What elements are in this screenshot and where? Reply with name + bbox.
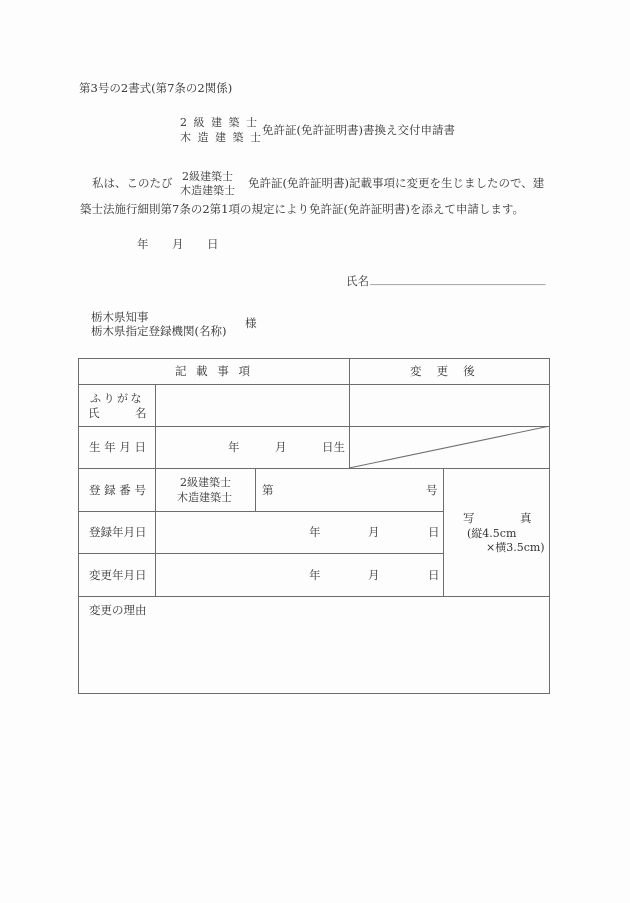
birth-month: 月 bbox=[275, 440, 287, 454]
furigana-label: ふりがな bbox=[90, 392, 144, 405]
photo-size-2: ×横3.5cm) bbox=[486, 541, 545, 554]
header-items: 記 載 事 項 bbox=[175, 364, 253, 378]
date-month: 月 bbox=[172, 237, 184, 251]
photo-label-1: 写 bbox=[463, 511, 475, 525]
change-date-year: 年 bbox=[309, 568, 321, 582]
body-line1: 免許証(免許証明書)記載事項に変更を生じましたので、建 bbox=[248, 176, 545, 190]
date-day: 日 bbox=[207, 237, 219, 251]
body-qual-line2: 木造建築士 bbox=[180, 184, 235, 197]
reg-no-suffix: 号 bbox=[426, 483, 438, 497]
title-qual-line1: 2 級 建 築 士 bbox=[180, 116, 259, 129]
change-date-month: 月 bbox=[368, 568, 380, 582]
reg-qual-2: 木造建築士 bbox=[177, 491, 232, 504]
reg-qual-1: 2級建築士 bbox=[180, 476, 231, 489]
body-qual-line1: 2級建築士 bbox=[182, 170, 233, 183]
reg-no-prefix: 第 bbox=[262, 483, 274, 497]
title-qual-line2: 木 造 建 築 士 bbox=[180, 131, 263, 144]
row-divider bbox=[78, 596, 550, 597]
name-label-1: 氏 bbox=[88, 406, 100, 420]
birth-year: 年 bbox=[228, 440, 240, 454]
photo-size-1: (縦4.5cm bbox=[467, 527, 517, 540]
body-line2: 築士法施行細則第7条の2第1項の規定により免許証(免許証明書)を添えて申請します。 bbox=[80, 202, 524, 216]
col-divider bbox=[255, 468, 256, 511]
name-after-field[interactable] bbox=[350, 385, 549, 426]
change-date-label: 変更年月日 bbox=[89, 568, 147, 582]
page-title: 免許証(免許証明書)書換え交付申請書 bbox=[262, 123, 455, 137]
signature-label: 氏名 bbox=[346, 274, 369, 288]
reason-field[interactable] bbox=[79, 620, 549, 693]
birth-label: 生 年 月 日 bbox=[89, 440, 146, 454]
body-lead: 私は、このたび bbox=[92, 176, 173, 190]
addressee-honorific: 様 bbox=[245, 316, 257, 330]
diagonal-strike bbox=[349, 426, 550, 469]
reg-date-day: 日 bbox=[428, 525, 440, 539]
signature-field[interactable]: ___________________________ bbox=[370, 276, 546, 288]
reg-date-month: 月 bbox=[368, 525, 380, 539]
name-label-2: 名 bbox=[135, 406, 147, 420]
col-divider bbox=[443, 468, 444, 596]
addressee-agency: 栃木県指定登録機関(名称) bbox=[91, 324, 227, 338]
date-year: 年 bbox=[137, 237, 149, 251]
reason-label: 変更の理由 bbox=[89, 603, 147, 617]
reg-no-label: 登 録 番 号 bbox=[89, 483, 146, 497]
name-before-field[interactable] bbox=[156, 385, 349, 426]
row-divider bbox=[78, 553, 443, 554]
reg-date-year: 年 bbox=[309, 525, 321, 539]
photo-label-2: 真 bbox=[520, 511, 532, 525]
birth-day: 日生 bbox=[322, 440, 345, 454]
form-number: 第3号の2書式(第7条の2関係) bbox=[79, 81, 233, 95]
change-date-day: 日 bbox=[428, 568, 440, 582]
addressee-governor: 栃木県知事 bbox=[91, 310, 149, 324]
header-after: 変 更 後 bbox=[410, 364, 475, 378]
reg-date-label: 登録年月日 bbox=[89, 525, 147, 539]
row-divider bbox=[78, 511, 443, 512]
